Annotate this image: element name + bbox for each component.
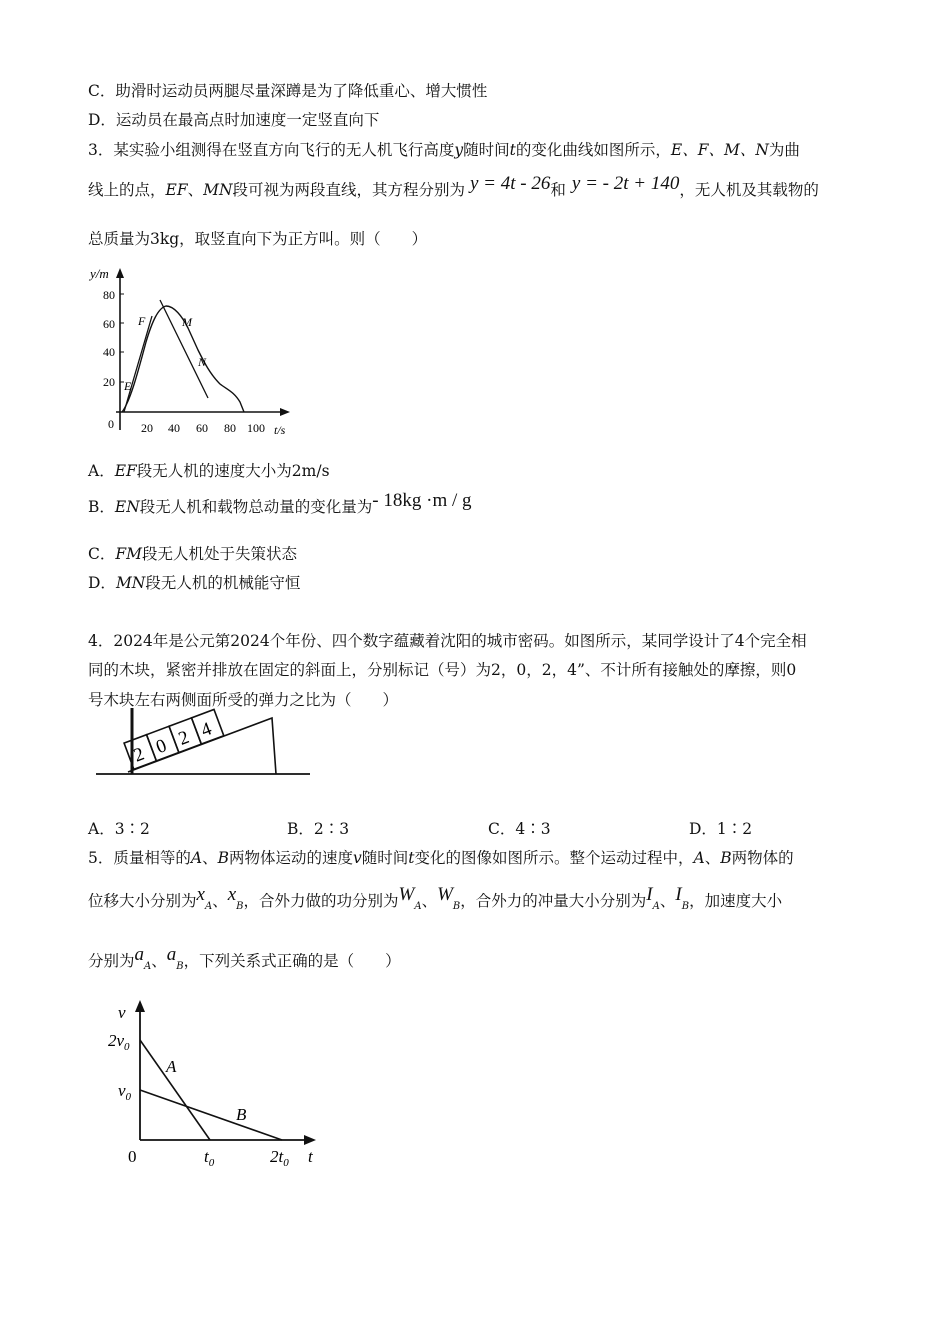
- q4-stem-line1: 4．2024年是公元第2024个年份、四个数字蕴藏着沈阳的城市密码。如图所示，某同学设计了4个完全相: [88, 632, 807, 650]
- q5-stem-line1: 5．质量相等的A、B两物体运动的速度v随时间t变化的图像如图所示。整个运动过程中，A、B两物体的: [88, 849, 794, 867]
- q3-point-m: M: [182, 315, 192, 329]
- q3-graph-ylabel: y/m: [90, 266, 109, 281]
- q3-xtick-100: 100: [247, 421, 265, 435]
- q4-block-label: 2: [175, 726, 193, 750]
- q3-option-b: B．EN段无人机和载物总动量的变化量为- 18kg ·m / g: [88, 490, 472, 516]
- q5-velocity-time-graph: [86, 992, 346, 1192]
- q4-block-row: [124, 709, 224, 769]
- q3-graph-origin: 0: [108, 417, 114, 431]
- q4-option-c: C．4∶3: [488, 820, 551, 838]
- q5-graph-vlabel: v: [118, 1003, 126, 1022]
- q3-ytick-40: 40: [103, 345, 115, 359]
- q5-label-t0: $t_0$: [204, 1147, 215, 1169]
- q5-label-2t0: $2t_0$: [270, 1147, 289, 1169]
- q3-option-d: D．MN段无人机的机械能守恒: [88, 574, 301, 592]
- q5-line-b-label: B: [236, 1105, 247, 1124]
- q2-option-d: D．运动员在最高点时加速度一定竖直向下: [88, 111, 380, 129]
- q3-ytick-20: 20: [103, 375, 115, 389]
- q2-option-c: C．助滑时运动员两腿尽量深蹲是为了降低重心、增大惯性: [88, 82, 488, 100]
- q4-block-label: 0: [153, 735, 170, 759]
- q5-graph-tlabel: t: [308, 1147, 313, 1166]
- q3-x-arrow: [280, 408, 290, 416]
- q3-height-time-graph: [86, 262, 296, 442]
- q3-option-a: A．EF段无人机的速度大小为2m/s: [88, 462, 330, 480]
- q3-y-arrow: [116, 268, 124, 278]
- q4-incline-blocks-figure: [92, 704, 322, 784]
- q4-option-a: A．3∶2: [88, 820, 150, 838]
- q5-line-a-label: A: [166, 1057, 177, 1076]
- q4-stem-line2: 同的木块，紧密并排放在固定的斜面上，分别标记（号）为2，0，2，4”、不计所有接触处的摩擦，则0: [88, 661, 797, 679]
- q3-line-ef: [124, 316, 152, 412]
- q5-label-2v0: $2v_0$: [108, 1031, 130, 1053]
- q3-point-f: F: [138, 314, 146, 328]
- q4-option-d: D．1∶2: [689, 820, 753, 838]
- q3-momentum-value: - 18kg ·m / g: [372, 490, 472, 511]
- q3-xtick-80: 80: [224, 421, 236, 435]
- q4-stem-line3: 号木块左右两侧面所受的弹力之比为（ ）: [88, 691, 399, 709]
- q4-block-label: 2: [130, 743, 148, 767]
- q3-ytick-60: 60: [103, 317, 115, 331]
- q3-xtick-40: 40: [168, 421, 180, 435]
- q5-t-arrow: [304, 1135, 316, 1145]
- q5-line-a: [140, 1040, 210, 1140]
- q5-graph-origin: 0: [128, 1147, 137, 1166]
- q3-stem-line1: 3．某实验小组测得在竖直方向飞行的无人机飞行高度y随时间t的变化曲线如图所示，E、F、M、N为曲: [88, 141, 800, 159]
- q3-stem-line2: 线上的点，EF、MN段可视为两段直线，其方程分别为 y = 4t - 26和 y = - 2t + 140，无人机及其载物的: [88, 173, 819, 199]
- q3-stem-line3: 总质量为3kg，取竖直向下为正方叫。则（ ）: [88, 230, 428, 248]
- q3-graph-xlabel: t/s: [274, 423, 286, 437]
- q3-xtick-60: 60: [196, 421, 208, 435]
- q3-xtick-20: 20: [141, 421, 153, 435]
- q4-block-label: 4: [198, 718, 215, 742]
- q5-v-arrow: [135, 1000, 145, 1012]
- q3-point-e: E: [124, 379, 132, 393]
- q3-option-c: C．FM段无人机处于失策状态: [88, 545, 298, 563]
- q3-equation-ef: y = 4t - 26: [470, 173, 551, 194]
- q5-stem-line2: 位移大小分别为$x_A$、$x_B$，合外力做的功分别为$W_A$、$W_B$，合外力的冲量大小分别为$I_A$、$I_B$，加速度大小: [88, 884, 783, 912]
- q3-equation-mn: y = - 2t + 140: [571, 173, 680, 194]
- q3-point-n: N: [198, 355, 207, 369]
- q3-ytick-80: 80: [103, 288, 115, 302]
- q5-line-b: [140, 1090, 282, 1140]
- q5-label-v0: $v_0$: [118, 1081, 132, 1103]
- q4-option-b: B．2∶3: [287, 820, 350, 838]
- q5-stem-line3: 分别为$a_A$、$a_B$，下列关系式正确的是（ ）: [88, 944, 401, 972]
